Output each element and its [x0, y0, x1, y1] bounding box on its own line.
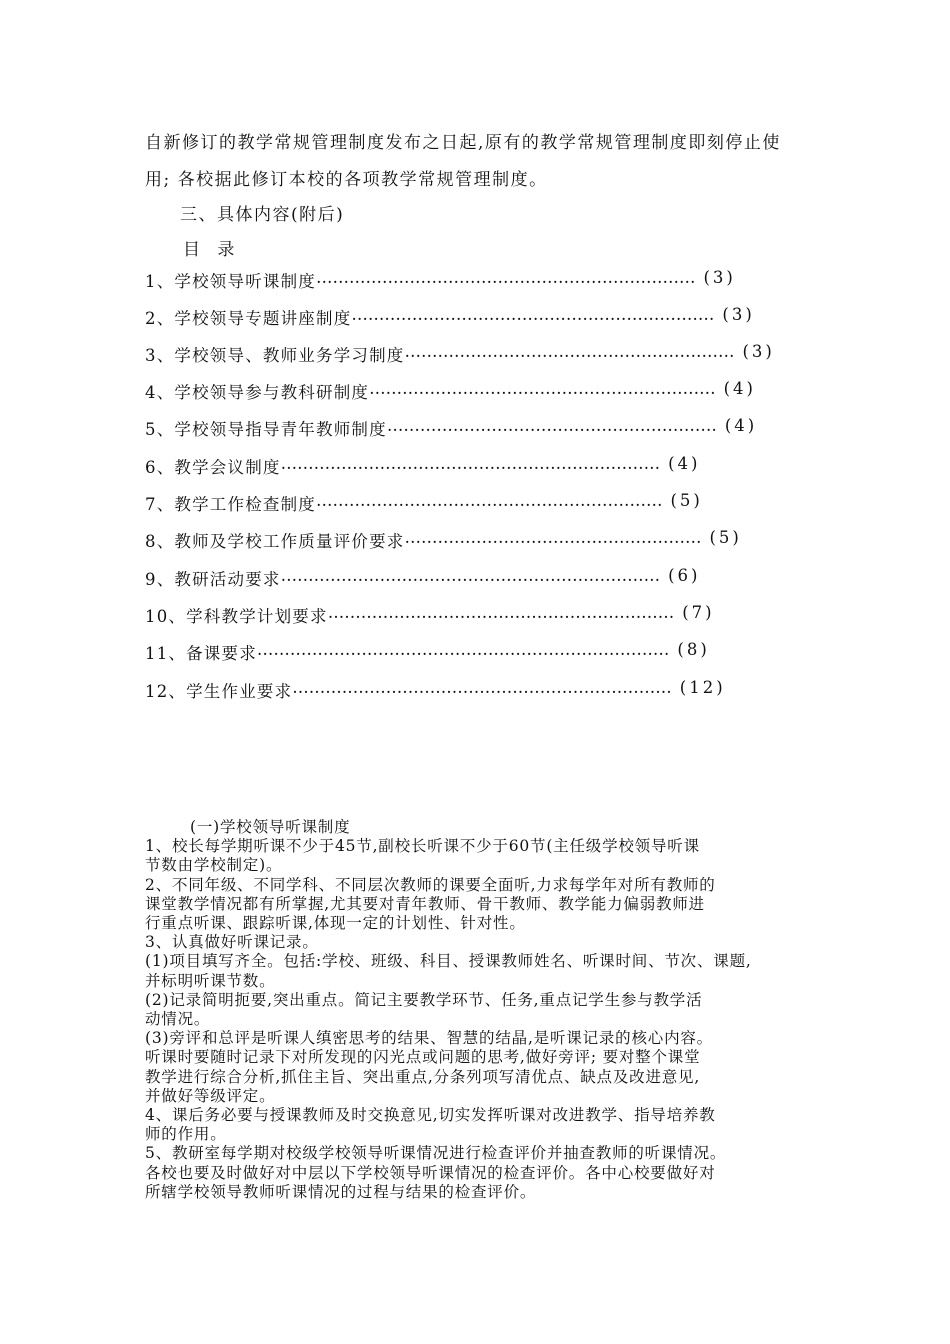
toc-item-leader: ……………………………………………………… [369, 379, 716, 398]
body-line: 4、课后务必要与授课教师及时交换意见,切实发挥听课对改进教学、指导培养教 [145, 1106, 716, 1124]
toc-item-page: (4) [668, 454, 701, 473]
toc-item [145, 603, 715, 627]
toc-item-leader: …………………………………………………………… [280, 454, 661, 473]
toc-item [145, 491, 703, 515]
toc-item-page: (4) [724, 416, 758, 435]
intro-line-2: 用; 各校据此修订本校的各项教学常规管理制度。 [145, 170, 548, 190]
toc-item-page: (5) [709, 528, 742, 547]
toc-item-label: 3、学校领导、教师业务学习制度 [145, 346, 405, 365]
toc-item-leader: ……………………………………………… [404, 528, 702, 547]
toc-item-label: 2、学校领导专题讲座制度 [145, 309, 352, 328]
section-title: (一)学校领导听课制度 [190, 818, 351, 836]
body-line: 课堂教学情况都有所掌握,尤其要对青年教师、骨干教师、教学能力偏弱教师进 [145, 895, 705, 913]
toc-item-leader: ………………………………………………………… [351, 305, 715, 324]
intro-line-1: 自新修订的教学常规管理制度发布之日起,原有的教学常规管理制度即刻停止使 [145, 133, 781, 153]
toc-item-label: 9、教研活动要求 [145, 570, 281, 589]
toc-item-label: 11、备课要求 [145, 644, 257, 663]
toc-item-leader: ………………………………………………………………… [256, 640, 670, 659]
body-line: 行重点听课、跟踪听课,体现一定的计划性、针对性。 [145, 914, 526, 932]
toc-item [145, 305, 755, 329]
toc-item-label: 10、学科教学计划要求 [145, 607, 328, 626]
toc-item [145, 678, 726, 702]
toc-item-leader: ……………………………………………………… [327, 603, 675, 622]
toc-item-page: (3) [742, 342, 775, 361]
toc-item-label: 12、学生作业要求 [145, 682, 293, 701]
toc-item [145, 454, 700, 478]
toc-item [145, 640, 710, 664]
body-line: 各校也要及时做好对中层以下学校领导听课情况的检查评价。各中心校要做好对 [145, 1164, 716, 1182]
toc-item-leader: …………………………………………………… [404, 342, 735, 361]
toc-item-page: (3) [703, 268, 736, 287]
toc-item-label: 7、教学工作检查制度 [145, 495, 316, 514]
toc-item-page: (12) [679, 678, 726, 697]
toc-item [145, 528, 742, 552]
toc-item-leader: …………………………………………………………… [316, 268, 696, 287]
body-line: 节数由学校制定)。 [145, 856, 283, 874]
toc-item-label: 1、学校领导听课制度 [145, 272, 316, 291]
toc-item [145, 566, 700, 590]
toc-item-leader: …………………………………………………… [386, 416, 717, 435]
toc-item-leader: …………………………………………………………… [292, 678, 672, 697]
body-line: 并做好等级评定。 [145, 1087, 276, 1105]
body-line: 听课时要随时记录下对所发现的闪光点或问题的思考,做好旁评; 要对整个课堂 [145, 1048, 701, 1066]
toc-item-label: 8、教师及学校工作质量评价要求 [145, 532, 405, 551]
toc-item-page: (5) [670, 491, 703, 510]
toc-item-label: 6、教学会议制度 [145, 458, 281, 477]
body-line: 1、校长每学期听课不少于45节,副校长听课不少于60节(主任级学校领导听课 [145, 837, 700, 855]
body-line: 3、认真做好听课记录。 [145, 933, 319, 951]
toc-item [145, 268, 736, 292]
toc-item-label: 4、学校领导参与教科研制度 [145, 383, 370, 402]
toc-item-page: (6) [668, 566, 701, 585]
body-line: 动情况。 [145, 1010, 211, 1028]
body-line: 师的作用。 [145, 1125, 227, 1143]
toc-item [145, 342, 775, 366]
toc-item-page: (3) [722, 305, 755, 324]
body-line: 2、不同年级、不同学科、不同层次教师的课要全面听,力求每学年对所有教师的 [145, 876, 716, 894]
toc-item-page: (8) [677, 640, 710, 659]
body-line: 并标明听课节数。 [145, 972, 276, 990]
toc-item-page: (4) [723, 379, 756, 398]
body-line: (2)记录简明扼要,突出重点。简记主要教学环节、任务,重点记学生参与教学活 [145, 991, 703, 1009]
toc-item-leader: …………………………………………………………… [280, 566, 661, 585]
body-line: (1)项目填写齐全。包括:学校、班级、科目、授课教师姓名、听课时间、节次、课题, [145, 952, 752, 970]
toc-heading: 目 录 [183, 240, 241, 260]
body-line: 5、教研室每学期对校级学校领导听课情况进行检查评价并抽查教师的听课情况。 [145, 1144, 727, 1162]
toc-item-label: 5、学校领导指导青年教师制度 [145, 420, 387, 439]
body-line: (3)旁评和总评是听课人缜密思考的结果、智慧的结晶,是听课记录的核心内容。 [145, 1029, 713, 1047]
body-line: 教学进行综合分析,抓住主旨、突出重点,分条列项写清优点、缺点及改进意见, [145, 1068, 701, 1086]
body-line: 所辖学校领导教师听课情况的过程与结果的检查评价。 [145, 1183, 537, 1201]
section-heading-3: 三、具体内容(附后) [180, 205, 345, 225]
toc-item-page: (7) [682, 603, 715, 622]
toc-item [145, 416, 757, 440]
toc-item [145, 379, 756, 403]
toc-item-leader: ……………………………………………………… [316, 491, 663, 510]
